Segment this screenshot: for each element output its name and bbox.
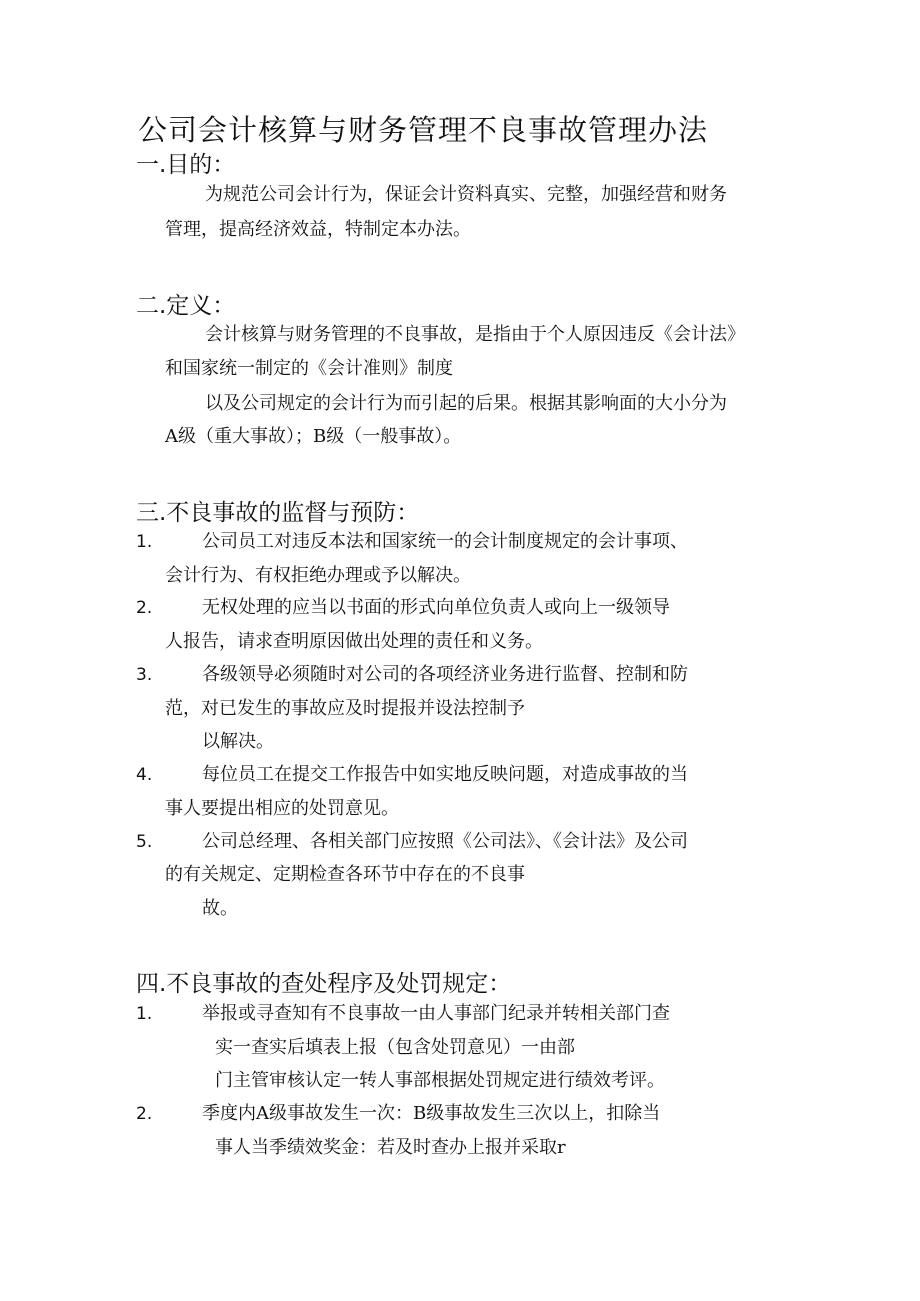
- paragraph-line: 为规范公司会计行为，保证会计资料真实、完整，加强经营和财务: [205, 184, 727, 205]
- list-item-line: 故。: [202, 898, 238, 919]
- list-item-line: 公司员工对违反本法和国家统一的会计制度规定的会计事项、: [202, 531, 688, 552]
- paragraph-line: 会计核算与财务管理的不良事故，是指由于个人原因违反《会计法》: [205, 324, 745, 345]
- list-item-line: 无权处理的应当以书面的形式向单位负责人或向上一级领导: [202, 597, 670, 618]
- list-number: 2.: [136, 1104, 153, 1124]
- list-item-line: 举报或寻查知有不良事故一由人事部门纪录并转相关部门查: [202, 1003, 670, 1024]
- list-item-line: 每位员工在提交工作报告中如实地反映问题，对造成事故的当: [202, 764, 688, 785]
- list-item-line: 事人要提出相应的处罚意见。: [165, 798, 399, 819]
- paragraph-line: A级（重大事故）；B级（一般事故）。: [165, 426, 462, 447]
- section-heading-supervision: 三.不良事故的监督与预防：: [136, 500, 420, 526]
- list-number: 4.: [136, 765, 153, 785]
- list-item-line: 人报告，请求查明原因做出处理的责任和义务。: [165, 631, 543, 652]
- list-item-line: 会计行为、有权拒绝办理或予以解决。: [165, 565, 471, 586]
- list-item-line: 季度内A级事故发生一次：B级事故发生三次以上，扣除当: [202, 1103, 661, 1124]
- list-number: 1.: [136, 1004, 153, 1024]
- list-item-line: 事人当季绩效奖金：若及时查办上报并采取r: [215, 1137, 566, 1158]
- list-number: 5.: [136, 832, 153, 852]
- document-title: 公司会计核算与财务管理不良事故管理办法: [138, 113, 709, 147]
- section-heading-purpose: 一.目的：: [136, 152, 236, 178]
- section-heading-procedure: 四.不良事故的查处程序及处罚规定：: [136, 971, 512, 997]
- paragraph-line: 管理，提高经济效益，特制定本办法。: [165, 219, 471, 240]
- list-item-line: 以解决。: [202, 731, 274, 752]
- list-number: 3.: [136, 665, 153, 685]
- list-item-line: 各级领导必须随时对公司的各项经济业务进行监督、控制和防: [202, 664, 688, 685]
- list-item-line: 实一查实后填表上报（包含处罚意见）一由部: [215, 1037, 575, 1058]
- list-item-line: 的有关规定、定期检查各环节中存在的不良事: [165, 864, 525, 885]
- paragraph-line: 和国家统一制定的《会计准则》制度: [165, 358, 453, 379]
- list-item-line: 范，对已发生的事故应及时提报并设法控制予: [165, 698, 525, 719]
- list-item-line: 门主管审核认定一转人事部根据处罚规定进行绩效考评。: [215, 1070, 665, 1091]
- list-number: 1.: [136, 532, 153, 552]
- list-number: 2.: [136, 598, 153, 618]
- paragraph-line: 以及公司规定的会计行为而引起的后果。根据其影响面的大小分为: [205, 393, 727, 414]
- list-item-line: 公司总经理、各相关部门应按照《公司法》、《会计法》及公司: [202, 831, 688, 852]
- section-heading-definition: 二.定义：: [136, 293, 236, 319]
